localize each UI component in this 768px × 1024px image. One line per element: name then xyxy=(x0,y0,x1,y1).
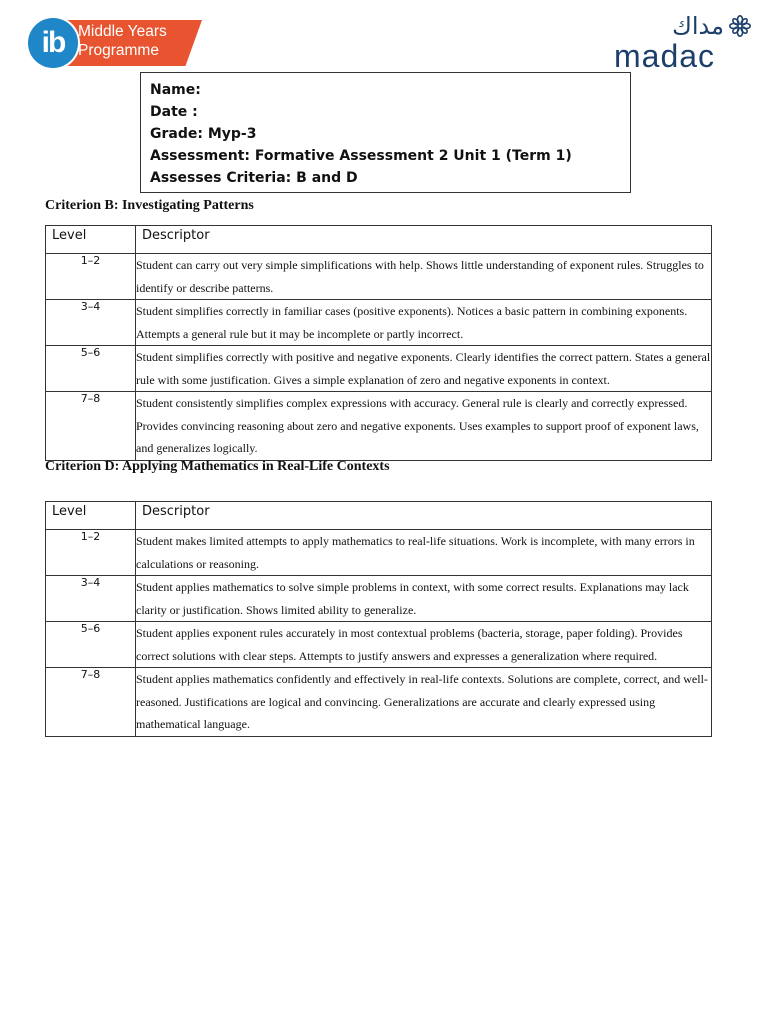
table-row xyxy=(46,300,712,346)
descriptor-cell: Student applies mathematics confidently and effectively in real-life contexts. Solutions are complete, correct, and well-reasoned. Justifications are logical and convincing. Generalizations are accurate and clearly expressed using mathematical language. xyxy=(136,668,712,737)
madac-logo xyxy=(614,12,754,72)
descriptor-header: Descriptor xyxy=(136,226,712,254)
criterion-d-table xyxy=(45,501,712,737)
criterion-d-title: Criterion D: Applying Mathematics in Real-Life Contexts xyxy=(45,459,390,474)
descriptor-cell: Student applies exponent rules accurately in most contextual problems (bacteria, storage, paper folding). Provides correct solutions with clear steps. Attempts to justify answers and expresses a generalization where required. xyxy=(136,622,712,668)
table-row xyxy=(46,254,712,300)
descriptor-cell: Student simplifies correctly with positive and negative exponents. Clearly identifies the correct pattern. States a general rule with some justification. Gives a simple explanation of zero and negative exponents in context. xyxy=(136,346,712,392)
table-header-row xyxy=(46,502,712,530)
descriptor-cell: Student simplifies correctly in familiar cases (positive exponents). Notices a basic pattern in combining exponents. Attempts a general rule but it may be incomplete or partly incorrect. xyxy=(136,300,712,346)
ib-myp-logo xyxy=(28,18,204,70)
table-row xyxy=(46,392,712,461)
level-cell: 7–8 xyxy=(46,668,136,737)
assessment-label: Assessment: Formative Assessment 2 Unit 1 (Term 1) xyxy=(150,148,572,164)
ib-line-1: Middle Years xyxy=(78,23,167,40)
descriptor-cell: Student can carry out very simple simplifications with help. Shows little understanding of exponent rules. Struggles to identify or describe patterns. xyxy=(136,254,712,300)
level-header: Level xyxy=(46,502,136,530)
ib-line-2: Programme xyxy=(78,42,159,59)
criteria-label: Assesses Criteria: B and D xyxy=(150,170,358,186)
table-row xyxy=(46,530,712,576)
level-cell: 3–4 xyxy=(46,300,136,346)
descriptor-cell: Student applies mathematics to solve simple problems in context, with some correct results. Explanations may lack clarity or justification. Shows limited ability to generalize. xyxy=(136,576,712,622)
criterion-b-table xyxy=(45,225,712,461)
madac-latin-text: madac xyxy=(614,38,716,74)
table-row xyxy=(46,622,712,668)
level-cell: 1–2 xyxy=(46,530,136,576)
level-cell: 5–6 xyxy=(46,346,136,392)
level-cell: 1–2 xyxy=(46,254,136,300)
level-cell: 7–8 xyxy=(46,392,136,461)
descriptor-cell: Student consistently simplifies complex expressions with accuracy. General rule is clearly and correctly expressed. Provides convincing reasoning about zero and negative exponents. Uses examples to support proof of exponent laws, and generalizes logically. xyxy=(136,392,712,461)
table-header-row xyxy=(46,226,712,254)
descriptor-header: Descriptor xyxy=(136,502,712,530)
level-header: Level xyxy=(46,226,136,254)
date-label: Date : xyxy=(150,104,198,120)
ib-mark-icon: ib xyxy=(28,18,78,68)
table-row xyxy=(46,346,712,392)
level-cell: 3–4 xyxy=(46,576,136,622)
grade-label: Grade: Myp-3 xyxy=(150,126,257,142)
level-cell: 5–6 xyxy=(46,622,136,668)
table-row xyxy=(46,576,712,622)
name-label: Name: xyxy=(150,82,201,98)
descriptor-cell: Student makes limited attempts to apply mathematics to real-life situations. Work is incomplete, with many errors in calculations or reasoning. xyxy=(136,530,712,576)
table-row xyxy=(46,668,712,737)
criterion-b-title: Criterion B: Investigating Patterns xyxy=(45,198,254,213)
flower-icon xyxy=(728,14,752,38)
ib-programme-text xyxy=(78,22,167,60)
student-info-box xyxy=(140,72,631,193)
madac-arabic-text: مداك xyxy=(672,12,724,40)
